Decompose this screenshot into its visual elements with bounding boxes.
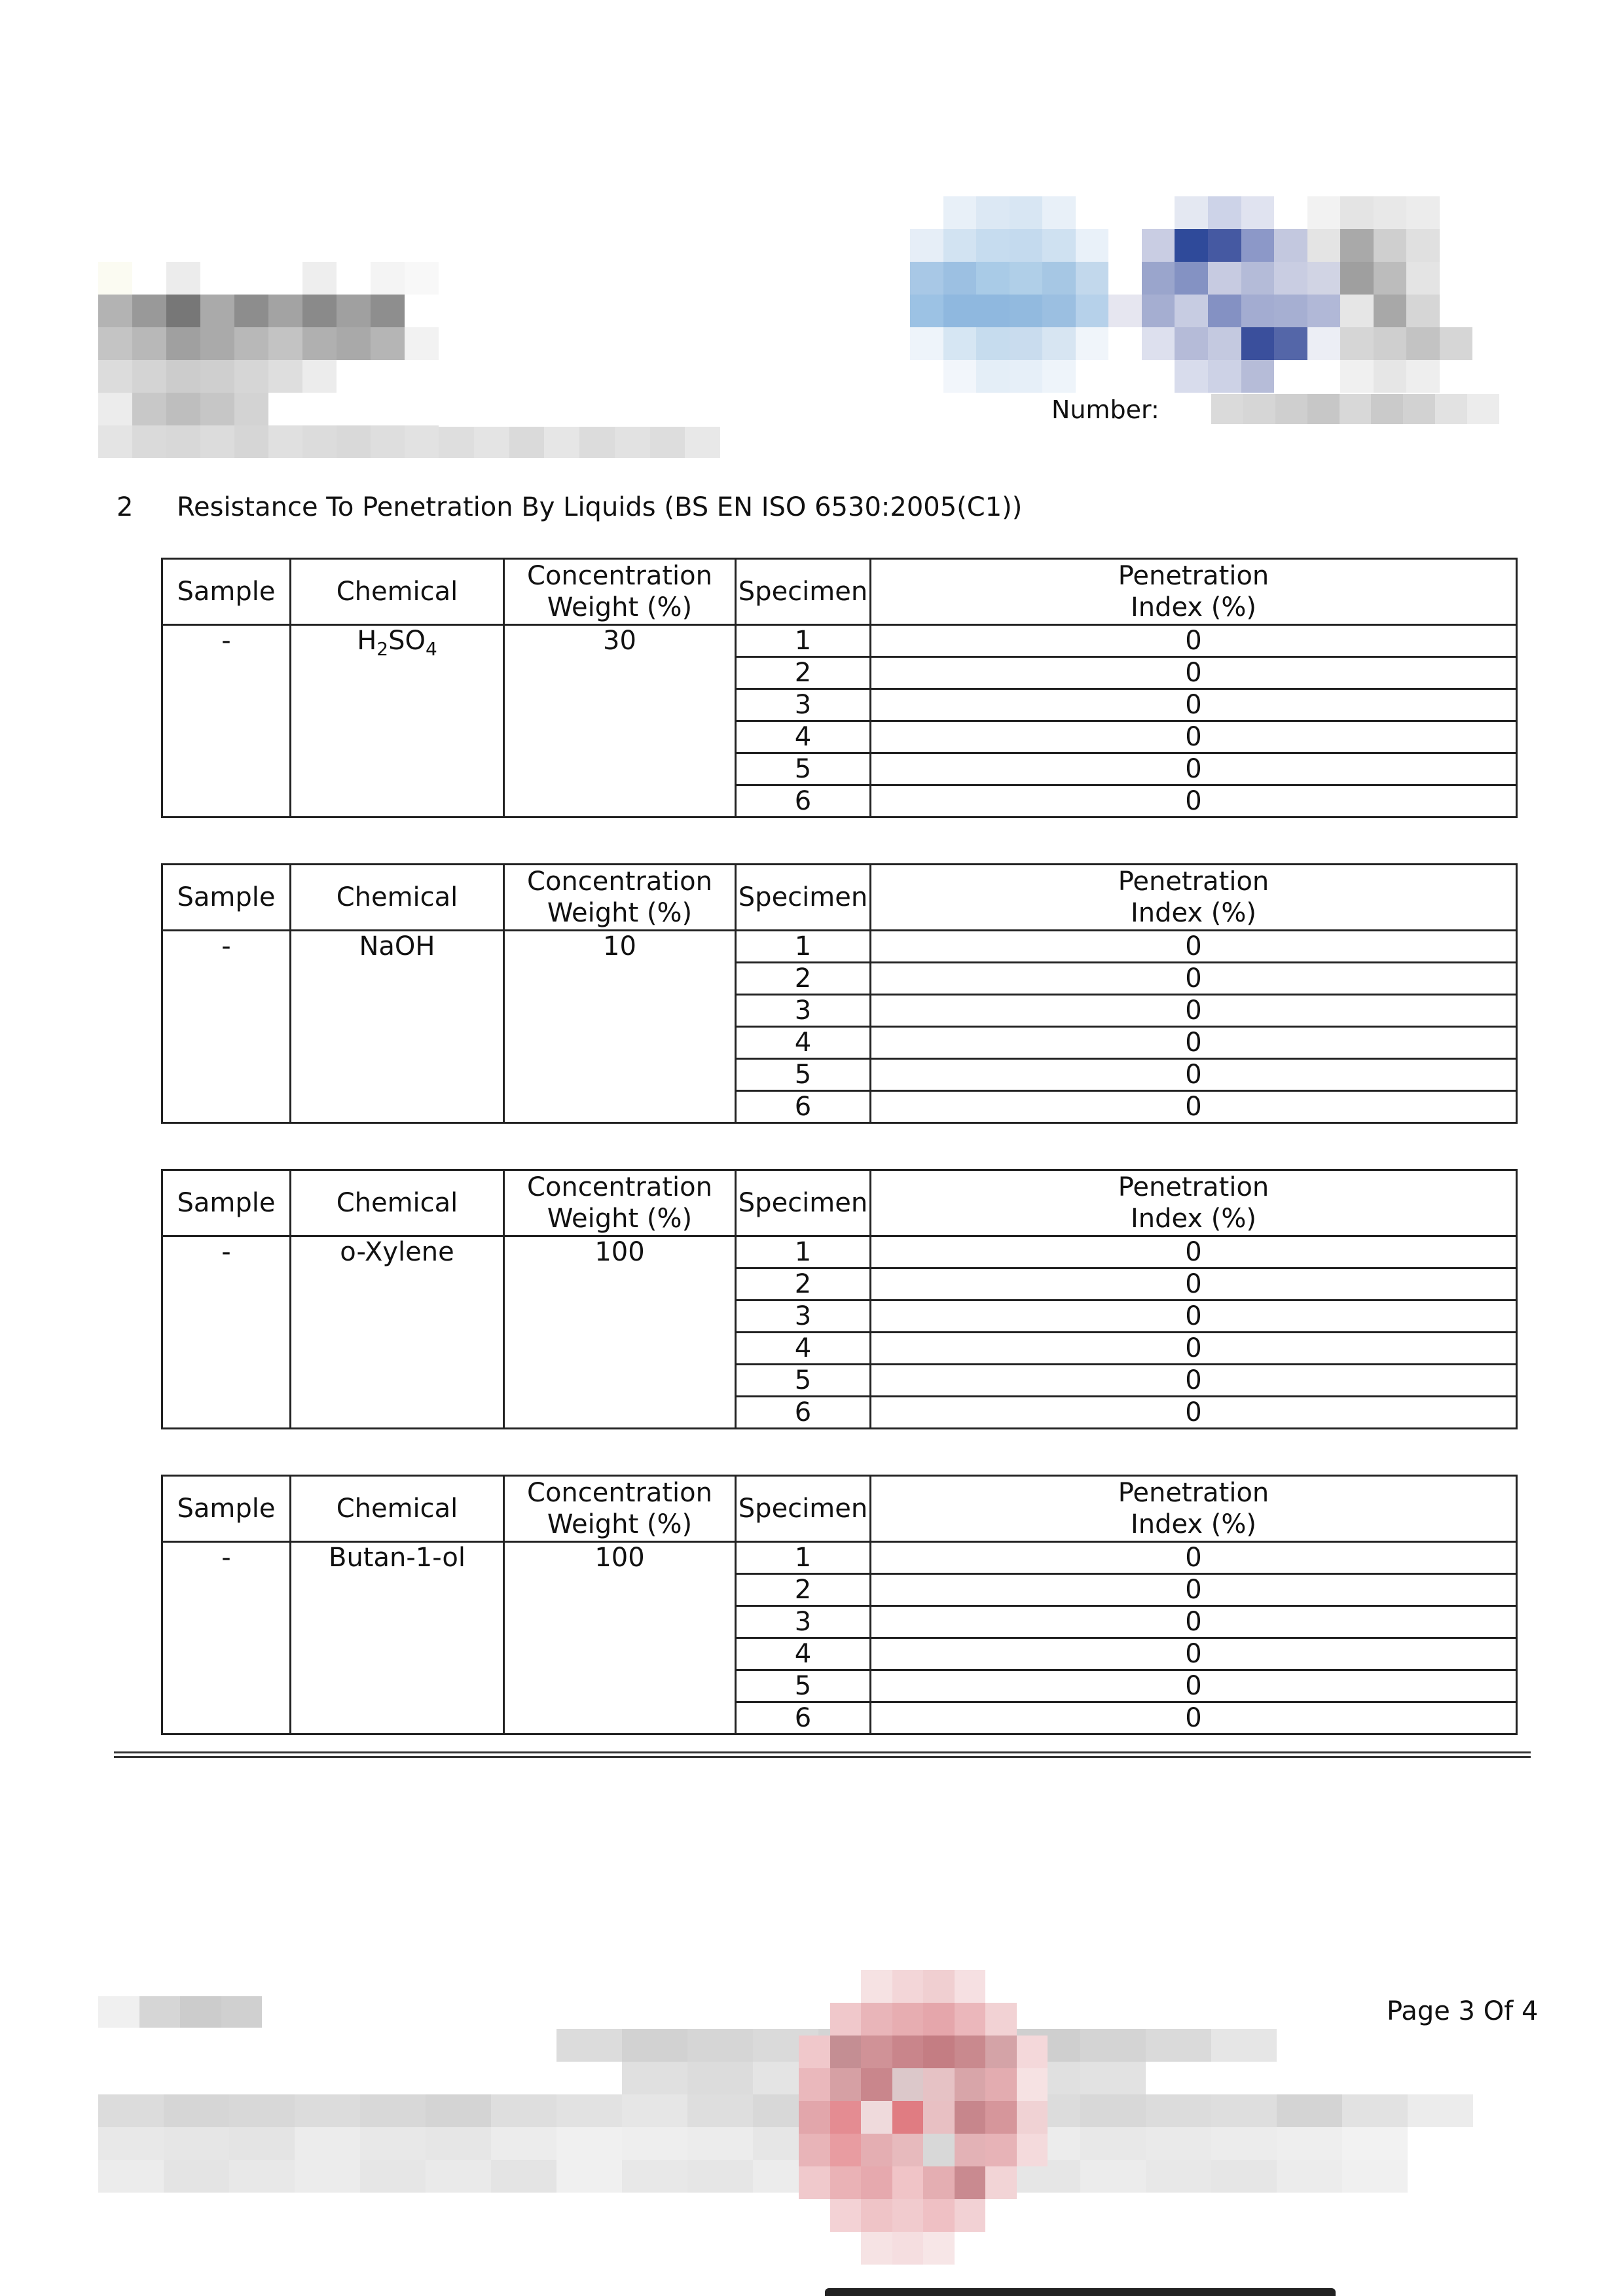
- chemical-cell: o-Xylene: [291, 1236, 504, 1429]
- header-sample: Sample: [162, 865, 291, 931]
- chemical-cell: $H_2SO_4$: [291, 625, 504, 817]
- specimen-cell: 1: [736, 1542, 871, 1574]
- end-of-section-rule: [114, 1751, 1531, 1758]
- section-number: 2: [117, 492, 134, 522]
- specimen-cell: 2: [736, 1574, 871, 1606]
- specimen-cell: 6: [736, 1702, 871, 1734]
- specimen-cell: 1: [736, 931, 871, 963]
- specimen-cell: 3: [736, 1300, 871, 1333]
- specimen-cell: 2: [736, 657, 871, 689]
- penetration-cell: 0: [871, 1397, 1517, 1429]
- specimen-cell: 5: [736, 753, 871, 785]
- concentration-cell: 30: [504, 625, 736, 817]
- penetration-cell: 0: [871, 721, 1517, 753]
- header-specimen: Specimen: [736, 865, 871, 931]
- header-chemical: Chemical: [291, 1170, 504, 1236]
- chemical-cell: NaOH: [291, 931, 504, 1123]
- header-concentration: Concentration Weight (%): [504, 1170, 736, 1236]
- header-penetration: Penetration Index (%): [871, 1170, 1517, 1236]
- specimen-cell: 2: [736, 963, 871, 995]
- redacted-footer-left: [98, 1996, 262, 2028]
- penetration-cell: 0: [871, 785, 1517, 817]
- specimen-cell: 6: [736, 1397, 871, 1429]
- specimen-cell: 3: [736, 995, 871, 1027]
- specimen-cell: 3: [736, 689, 871, 721]
- specimen-cell: 6: [736, 785, 871, 817]
- section-title: Resistance To Penetration By Liquids (BS EN ISO 6530:2005(C1)): [177, 492, 1023, 522]
- bottom-edge-bar: [825, 2288, 1336, 2296]
- penetration-cell: 0: [871, 1333, 1517, 1365]
- penetration-cell: 0: [871, 1606, 1517, 1638]
- penetration-cell: 0: [871, 963, 1517, 995]
- specimen-cell: 2: [736, 1268, 871, 1300]
- page-number: Page 3 Of 4: [1387, 1996, 1539, 2026]
- header-penetration: Penetration Index (%): [871, 1476, 1517, 1542]
- report-number-label: Number:: [1051, 395, 1159, 424]
- penetration-cell: 0: [871, 657, 1517, 689]
- results-table-3: [161, 1169, 1518, 1429]
- specimen-cell: 1: [736, 625, 871, 657]
- redacted-logo: [910, 196, 1506, 393]
- concentration-cell: 10: [504, 931, 736, 1123]
- penetration-cell: 0: [871, 1236, 1517, 1268]
- header-sample: Sample: [162, 1170, 291, 1236]
- redacted-report-number: [1211, 394, 1499, 424]
- table-row: [162, 931, 1517, 963]
- header-penetration: Penetration Index (%): [871, 865, 1517, 931]
- sample-cell: -: [162, 1542, 291, 1734]
- specimen-cell: 5: [736, 1670, 871, 1702]
- penetration-cell: 0: [871, 689, 1517, 721]
- penetration-cell: 0: [871, 1059, 1517, 1091]
- header-chemical: Chemical: [291, 865, 504, 931]
- penetration-cell: 0: [871, 1702, 1517, 1734]
- penetration-cell: 0: [871, 1638, 1517, 1670]
- table-header-row: [162, 1476, 1517, 1542]
- header-penetration: Penetration Index (%): [871, 559, 1517, 625]
- penetration-cell: 0: [871, 1300, 1517, 1333]
- header-specimen: Specimen: [736, 1476, 871, 1542]
- penetration-cell: 0: [871, 1670, 1517, 1702]
- header-chemical: Chemical: [291, 559, 504, 625]
- concentration-cell: 100: [504, 1236, 736, 1429]
- specimen-cell: 6: [736, 1091, 871, 1123]
- penetration-cell: 0: [871, 753, 1517, 785]
- concentration-cell: 100: [504, 1542, 736, 1734]
- penetration-cell: 0: [871, 995, 1517, 1027]
- table-row: [162, 1236, 1517, 1268]
- specimen-cell: 1: [736, 1236, 871, 1268]
- sample-cell: -: [162, 625, 291, 817]
- penetration-cell: 0: [871, 1365, 1517, 1397]
- results-table-1: [161, 558, 1518, 818]
- results-table-2: [161, 863, 1518, 1124]
- penetration-cell: 0: [871, 1268, 1517, 1300]
- header-specimen: Specimen: [736, 1170, 871, 1236]
- table-row: [162, 1542, 1517, 1574]
- section-heading: [117, 492, 1022, 522]
- header-concentration: Concentration Weight (%): [504, 865, 736, 931]
- table-row: [162, 625, 1517, 657]
- table-header-row: [162, 1170, 1517, 1236]
- penetration-cell: 0: [871, 1574, 1517, 1606]
- header-sample: Sample: [162, 559, 291, 625]
- redacted-company-info: [98, 262, 439, 458]
- penetration-cell: 0: [871, 931, 1517, 963]
- sample-cell: -: [162, 1236, 291, 1429]
- redacted-address-line: [439, 427, 720, 458]
- specimen-cell: 3: [736, 1606, 871, 1638]
- header-concentration: Concentration Weight (%): [504, 559, 736, 625]
- header-specimen: Specimen: [736, 559, 871, 625]
- penetration-cell: 0: [871, 1027, 1517, 1059]
- specimen-cell: 4: [736, 1638, 871, 1670]
- penetration-cell: 0: [871, 1091, 1517, 1123]
- specimen-cell: 4: [736, 1333, 871, 1365]
- penetration-cell: 0: [871, 1542, 1517, 1574]
- header-concentration: Concentration Weight (%): [504, 1476, 736, 1542]
- results-table-4: [161, 1475, 1518, 1735]
- chemical-cell: Butan-1-ol: [291, 1542, 504, 1734]
- sample-cell: -: [162, 931, 291, 1123]
- penetration-cell: 0: [871, 625, 1517, 657]
- redacted-stamp: [799, 1970, 1048, 2265]
- specimen-cell: 4: [736, 721, 871, 753]
- header-chemical: Chemical: [291, 1476, 504, 1542]
- table-header-row: [162, 865, 1517, 931]
- specimen-cell: 5: [736, 1365, 871, 1397]
- table-header-row: [162, 559, 1517, 625]
- specimen-cell: 4: [736, 1027, 871, 1059]
- specimen-cell: 5: [736, 1059, 871, 1091]
- header-sample: Sample: [162, 1476, 291, 1542]
